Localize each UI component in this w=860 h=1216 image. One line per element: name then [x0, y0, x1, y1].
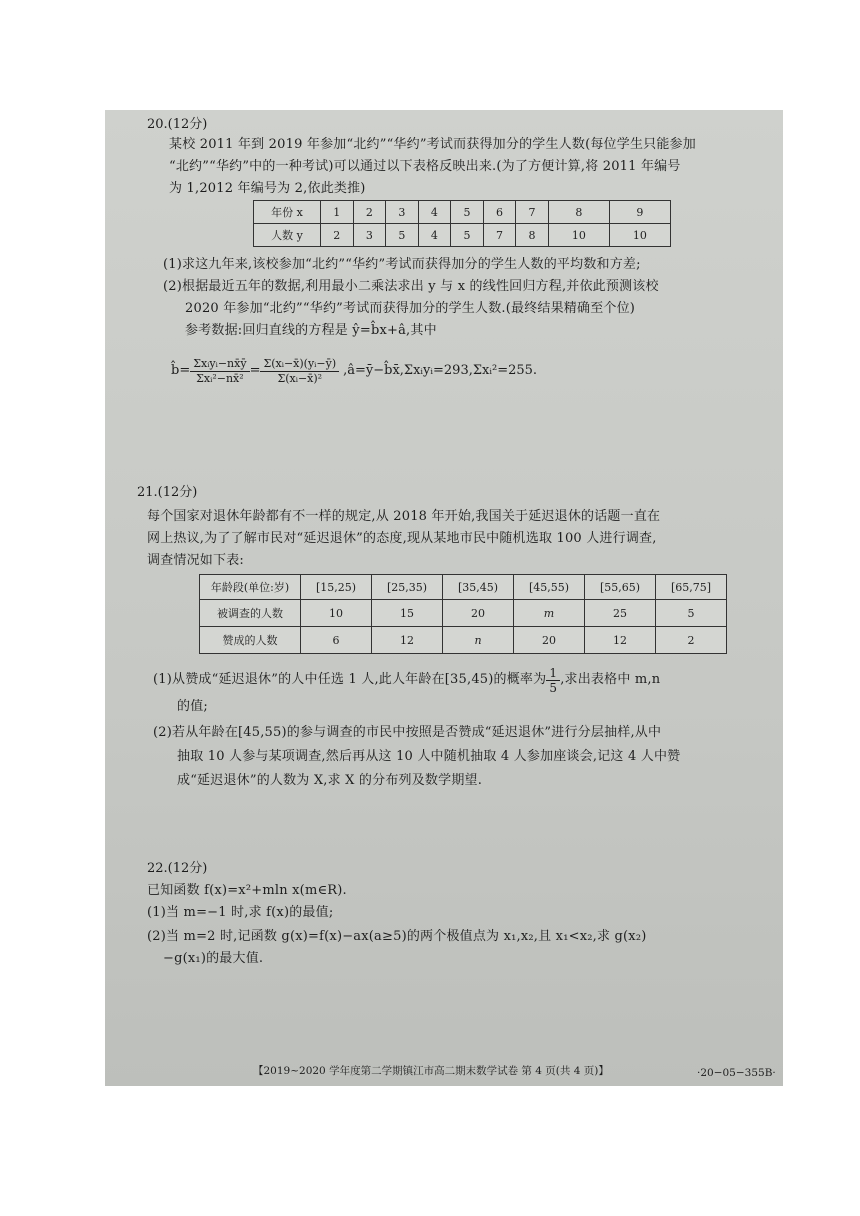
q21-sub1-line1 — [153, 666, 660, 694]
table-cell: 6 — [301, 627, 372, 654]
table-cell: 1 — [321, 201, 354, 224]
table-cell: 5 — [386, 224, 419, 247]
table-cell: [65,75] — [656, 575, 727, 600]
table-row-label: 赞成的人数 — [200, 627, 301, 654]
table-cell: 4 — [418, 201, 451, 224]
q22-heading: 22.(12分) — [147, 861, 208, 876]
table-cell: [15,25) — [301, 575, 372, 600]
table-cell: 6 — [483, 201, 516, 224]
table-cell: [25,35) — [372, 575, 443, 600]
table-cell: 5 — [451, 201, 484, 224]
table-cell: 5 — [656, 600, 727, 627]
table-row — [200, 575, 727, 600]
table-cell: 12 — [372, 627, 443, 654]
formula-fraction-2 — [260, 357, 339, 386]
table-row-label: 人数 y — [254, 224, 321, 247]
table-cell: n — [443, 627, 514, 654]
q20-sub1: (1)求这九年来,该校参加“北约”“华约”考试而获得加分的学生人数的平均数和方差; — [163, 257, 641, 272]
q21-sub1-tail: ,求出表格中 m,n — [560, 672, 661, 687]
q21-survey-table — [199, 574, 727, 654]
q21-heading: 21.(12分) — [137, 485, 198, 500]
q20-para-line2: “北约”“华约”中的一种考试)可以通过以下表格反映出来.(为了方便计算,将 2011 年编号 — [169, 159, 681, 174]
q20-para-line1: 某校 2011 年到 2019 年参加“北约”“华约”考试而获得加分的学生人数(每位学生只能参加 — [169, 137, 696, 152]
table-cell: 10 — [548, 224, 609, 247]
table-cell: 20 — [443, 600, 514, 627]
q21-para-line3: 调查情况如下表: — [147, 553, 244, 568]
table-cell: 12 — [585, 627, 656, 654]
fraction-numerator: Σ(xᵢ−x̄)(yᵢ−ȳ) — [260, 357, 339, 372]
table-cell: m — [514, 600, 585, 627]
table-cell: 8 — [516, 224, 549, 247]
table-cell: 2 — [656, 627, 727, 654]
q20-reference: 参考数据:回归直线的方程是 ŷ=b̂x+â,其中 — [185, 323, 437, 338]
q22-sub2-line2: −g(x₁)的最大值. — [163, 951, 264, 966]
q21-sub1-line2: 的值; — [177, 699, 208, 714]
q22-statement: 已知函数 f(x)=x²+mln x(m∈R). — [147, 883, 347, 898]
fraction-numerator: 1 — [546, 666, 560, 681]
probability-fraction — [546, 666, 560, 695]
table-row — [254, 224, 671, 247]
table-cell: 3 — [386, 201, 419, 224]
paper-code: ·20−05−355B· — [697, 1067, 776, 1079]
q20-heading: 20.(12分) — [147, 117, 208, 132]
table-cell: 7 — [516, 201, 549, 224]
table-cell: 8 — [548, 201, 609, 224]
table-cell: 5 — [451, 224, 484, 247]
table-row-label: 被调查的人数 — [200, 600, 301, 627]
q20-para-line3: 为 1,2012 年编号为 2,依此类推) — [169, 181, 366, 196]
q22-sub1: (1)当 m=−1 时,求 f(x)的最值; — [147, 905, 334, 920]
table-cell: [35,45) — [443, 575, 514, 600]
table-row-label: 年龄段(单位:岁) — [200, 575, 301, 600]
q20-sub2-line1: (2)根据最近五年的数据,利用最小二乘法求出 y 与 x 的线性回归方程,并依此预测该校 — [163, 279, 659, 294]
table-cell: 25 — [585, 600, 656, 627]
formula-equals: = — [249, 363, 261, 378]
table-cell: [45,55) — [514, 575, 585, 600]
page-footer: 【2019~2020 学年度第二学期镇江市高二期末数学试卷 第 4 页(共 4 页)】 — [253, 1065, 609, 1077]
formula-tail: ,â=ȳ−b̂x̄,Σxᵢyᵢ=293,Σxᵢ²=255. — [343, 363, 538, 378]
table-row — [200, 600, 727, 627]
q20-year-table — [253, 200, 671, 247]
q21-sub2-line1: (2)若从年龄在[45,55)的参与调查的市民中按照是否赞成“延迟退休”进行分层抽样,从中 — [153, 725, 662, 740]
q21-para-line2: 网上热议,为了了解市民对“延迟退休”的态度,现从某地市民中随机选取 100 人进行调查, — [147, 531, 657, 546]
table-cell: 20 — [514, 627, 585, 654]
q21-sub2-line2: 抽取 10 人参与某项调查,然后再从这 10 人中随机抽取 4 人参加座谈会,记这 4 人中赞 — [177, 749, 681, 764]
fraction-denominator: Σ(xᵢ−x̄)² — [277, 371, 323, 385]
table-cell: [55,65) — [585, 575, 656, 600]
fraction-denominator: 5 — [549, 680, 558, 695]
q20-formula — [171, 346, 537, 396]
q21-sub2-line3: 成“延迟退休”的人数为 X,求 X 的分布列及数学期望. — [177, 773, 483, 788]
exam-page — [105, 110, 783, 1086]
formula-fraction-1 — [190, 357, 249, 386]
table-cell: 7 — [483, 224, 516, 247]
fraction-numerator: Σxᵢyᵢ−nx̄ȳ — [190, 357, 249, 372]
q21-sub1-text: (1)从赞成“延迟退休”的人中任选 1 人,此人年龄在[35,45)的概率为 — [153, 672, 547, 687]
q20-sub2-line2: 2020 年参加“北约”“华约”考试而获得加分的学生人数.(最终结果精确至个位) — [185, 301, 636, 316]
table-row — [254, 201, 671, 224]
table-cell: 3 — [353, 224, 386, 247]
table-row-label: 年份 x — [254, 201, 321, 224]
table-row — [200, 627, 727, 654]
table-cell: 2 — [353, 201, 386, 224]
table-cell: 4 — [418, 224, 451, 247]
table-cell: 10 — [301, 600, 372, 627]
table-cell: 15 — [372, 600, 443, 627]
formula-b-hat: b̂= — [171, 363, 191, 378]
q21-para-line1: 每个国家对退休年龄都有不一样的规定,从 2018 年开始,我国关于延迟退休的话题一直在 — [147, 509, 661, 524]
table-cell: 2 — [321, 224, 354, 247]
fraction-denominator: Σxᵢ²−nx̄² — [196, 371, 244, 385]
table-cell: 9 — [609, 201, 670, 224]
q22-sub2-line1: (2)当 m=2 时,记函数 g(x)=f(x)−ax(a≥5)的两个极值点为 x₁,x₂,且 x₁<x₂,求 g(x₂) — [147, 929, 647, 944]
table-cell: 10 — [609, 224, 670, 247]
